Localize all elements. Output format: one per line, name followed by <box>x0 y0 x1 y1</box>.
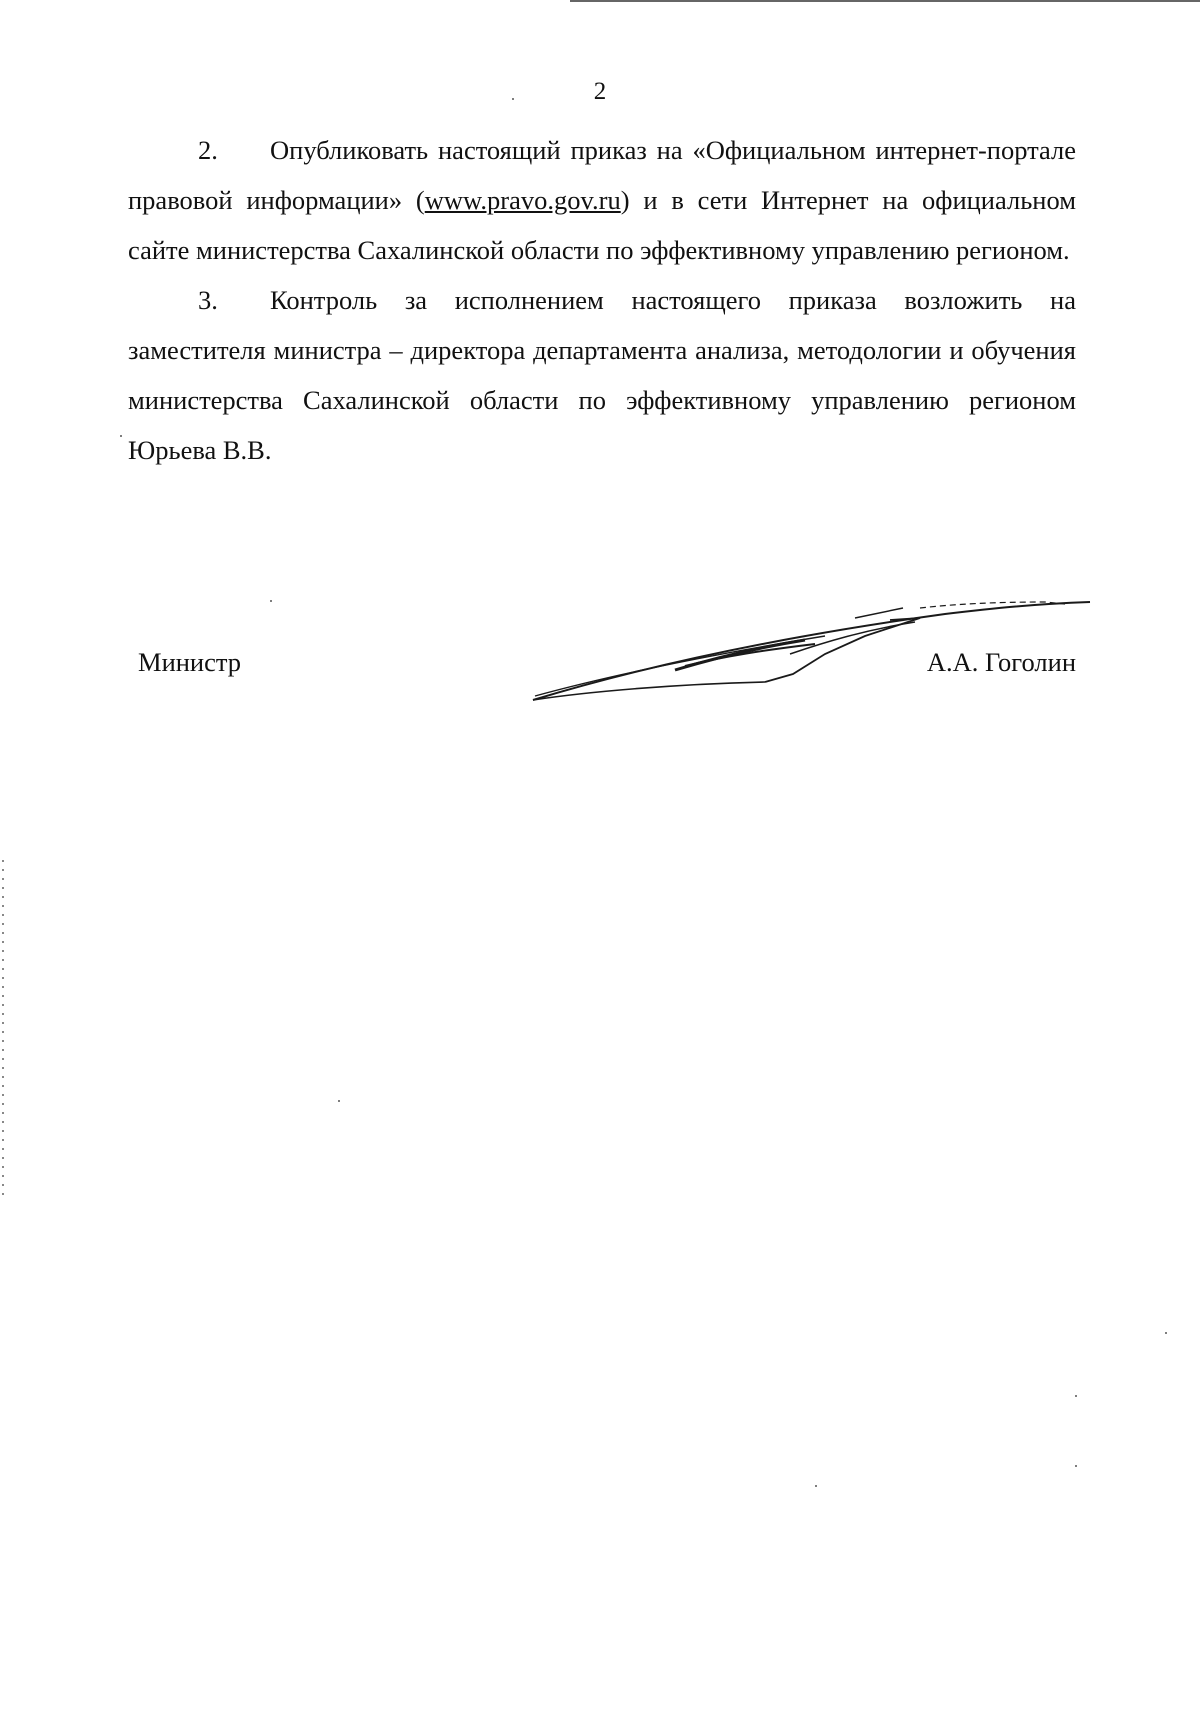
document-body <box>128 125 1076 475</box>
scan-edge-marks <box>2 860 4 1200</box>
scan-speck <box>815 1485 817 1487</box>
paragraph-text: Контроль за исполнением настоящего приказа возложить на заместителя министра – директора департамента анализа, методологии и обучения министерства Сахалинской области по эффективному управлению регионом Юрьева В.В. <box>128 285 1076 465</box>
paragraph-2 <box>128 125 1076 275</box>
paragraph-number: 2. <box>198 135 218 165</box>
page-number: 2 <box>593 78 607 105</box>
pravo-link[interactable]: www.pravo.gov.ru <box>424 185 621 215</box>
scan-speck <box>1075 1465 1077 1467</box>
signer-position: Министр <box>138 647 242 677</box>
scan-speck <box>512 98 514 100</box>
scan-speck <box>270 600 272 602</box>
scan-speck <box>1075 1395 1077 1397</box>
paragraph-number: 3. <box>198 285 218 315</box>
paragraph-text-start: Опубликовать настоящий приказ на «Официальном интернет-портале правовой информации» ( <box>128 135 1076 215</box>
signer-name: А.А. Гоголин <box>926 647 1076 677</box>
handwritten-signature <box>525 596 1095 706</box>
scan-speck <box>120 435 122 437</box>
paragraph-text-end: ) и в сети Интернет на официальном сайте министерства Сахалинской области по эффективному управлению регионом. <box>128 185 1076 265</box>
scan-speck <box>338 1100 340 1102</box>
paragraph-3 <box>128 275 1076 475</box>
top-edge-line <box>570 0 1200 2</box>
scan-speck <box>1165 1332 1167 1334</box>
